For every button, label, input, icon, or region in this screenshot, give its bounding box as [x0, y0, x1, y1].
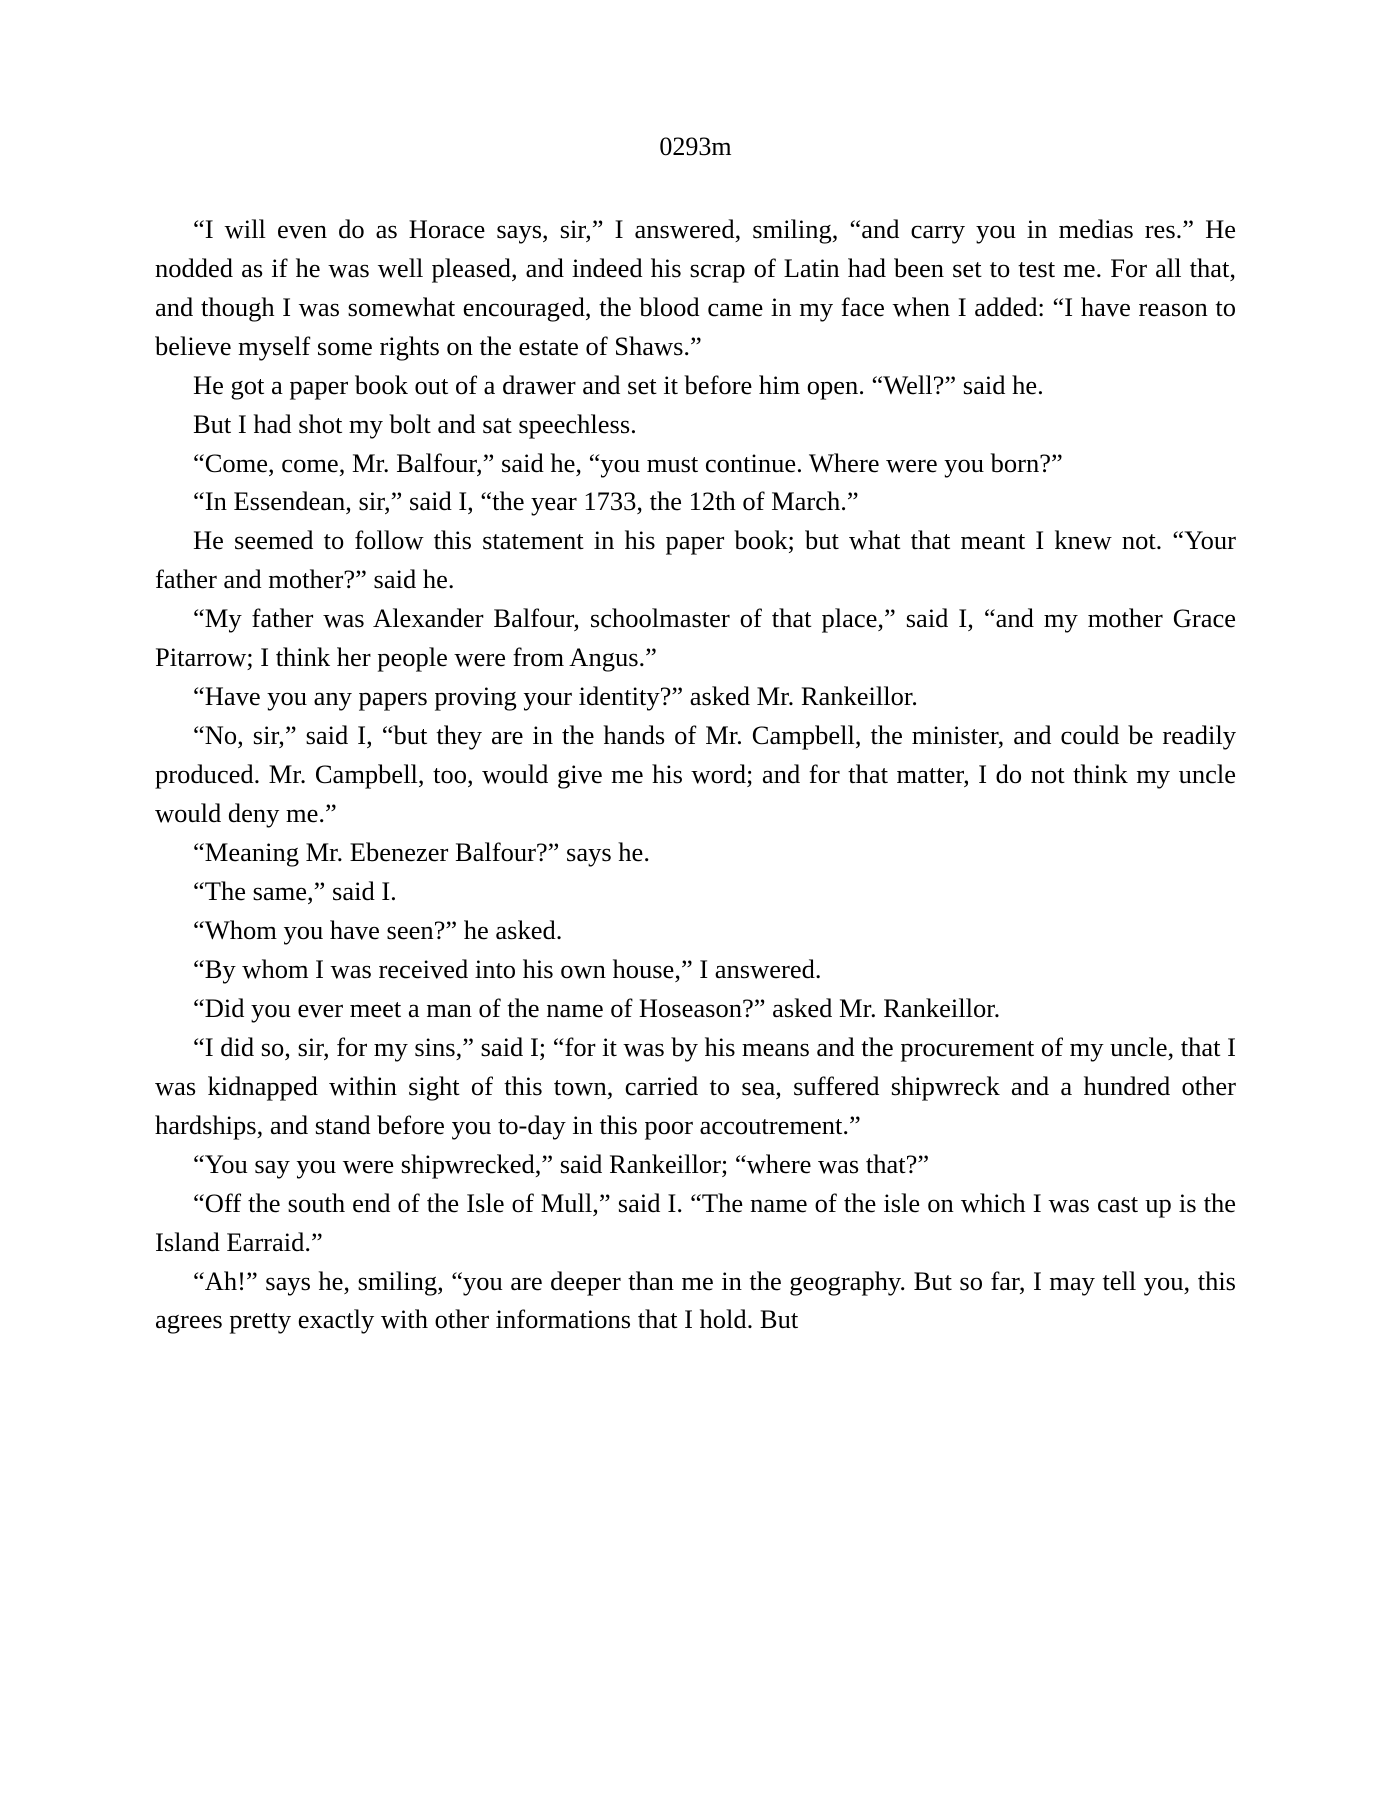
- paragraph: “Come, come, Mr. Balfour,” said he, “you must continue. Where were you born?”: [193, 447, 1063, 478]
- paragraph: “I will even do as Horace says, sir,” I answered, smiling, “and carry you in medias res.” He nodded as if he was well pleased, and indeed his scrap of Latin had been set to test me. For all that, and though I was somewhat encouraged, the blood came in my face when I added: “I have reason to believe myself some rights on the estate of Shaws.”: [155, 213, 1236, 361]
- paragraph: “Did you ever meet a man of the name of Hoseason?” asked Mr. Rankeillor.: [193, 992, 1001, 1023]
- paragraph: “I did so, sir, for my sins,” said I; “for it was by his means and the procurement of my uncle, that I was kidnapped within sight of this town, carried to sea, suffered shipwreck and a hundred other hardships, and stand before you to-day in this poor accoutrement.”: [155, 1031, 1236, 1140]
- paragraph: “The same,” said I.: [193, 876, 397, 906]
- paragraph: “By whom I was received into his own house,” I answered.: [193, 953, 822, 984]
- paragraph: He seemed to follow this statement in his paper book; but what that meant I knew not. “Your father and mother?” said he.: [155, 525, 1236, 595]
- paragraph: But I had shot my bolt and sat speechless.: [193, 408, 637, 439]
- paragraph: “Whom you have seen?” he asked.: [193, 914, 563, 945]
- page-header: 0293m: [659, 132, 732, 161]
- paragraph: “In Essendean, sir,” said I, “the year 1733, the 12th of March.”: [193, 486, 859, 517]
- paragraph: “Have you any papers proving your identity?” asked Mr. Rankeillor.: [193, 681, 918, 712]
- paragraph: “Off the south end of the Isle of Mull,” said I. “The name of the isle on which I was cast up is the Island Earraid.”: [155, 1187, 1236, 1257]
- paragraph: “No, sir,” said I, “but they are in the hands of Mr. Campbell, the minister, and could be readily produced. Mr. Campbell, too, would give me his word; and for that matter, I do not think my uncle would deny me.”: [155, 720, 1236, 829]
- paragraph: “My father was Alexander Balfour, schoolmaster of that place,” said I, “and my mother Grace Pitarrow; I think her people were from Angus.”: [155, 603, 1236, 673]
- body-text: [155, 210, 1236, 1340]
- paragraph: “Ah!” says he, smiling, “you are deeper than me in the geography. But so far, I may tell you, this agrees pretty exactly with other informations that I hold. But: [155, 1265, 1236, 1335]
- paragraph: “Meaning Mr. Ebenezer Balfour?” says he.: [193, 837, 650, 868]
- paragraph: He got a paper book out of a drawer and set it before him open. “Well?” said he.: [193, 369, 1044, 400]
- paragraph: “You say you were shipwrecked,” said Rankeillor; “where was that?”: [193, 1148, 930, 1179]
